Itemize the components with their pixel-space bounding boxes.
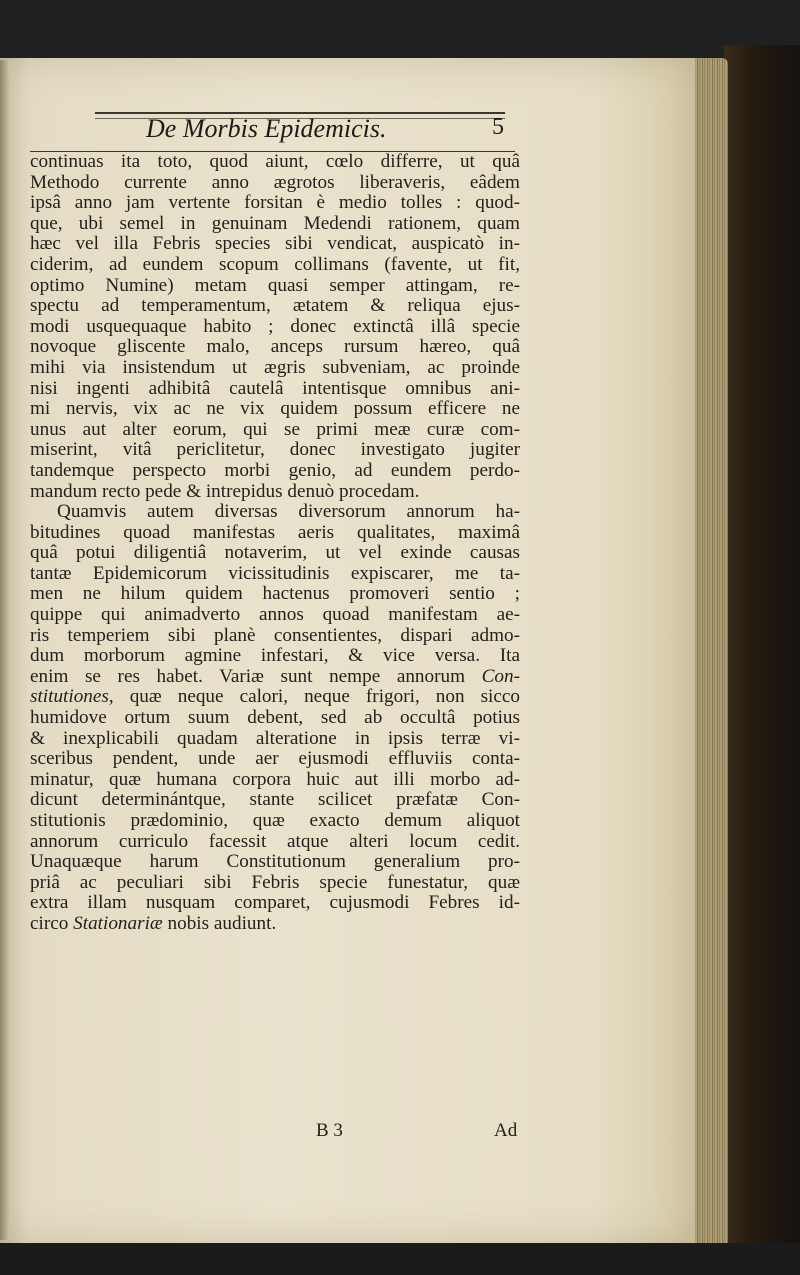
text-line: dicunt determinántque, stante scilicet præfatæ Con- xyxy=(30,790,520,811)
text-line: bitudines quoad manifestas aeris qualitates, maximâ xyxy=(30,522,520,543)
text-line: & inexplicabili quadam alteratione in ipsis terræ vi- xyxy=(30,728,520,749)
text-line: circo Stationariæ nobis audiunt. xyxy=(30,913,277,934)
text-line: miserint, vitâ periclitetur, donec investigato jugiter xyxy=(30,440,520,461)
text-line: minatur, quæ humana corpora huic aut illi morbo ad- xyxy=(30,769,520,790)
text-line: quâ potui diligentiâ notaverim, ut vel exinde causas xyxy=(30,543,520,564)
text-line: modi usquequaque habito ; donec extinctâ illâ specie xyxy=(30,316,520,337)
text-line: mandum recto pede & intrepidus denuò procedam. xyxy=(30,481,420,502)
text-line: annorum curriculo facessit atque alteri locum cedit. xyxy=(30,831,520,852)
text-line: hæc vel illa Febris species sibi vendicat, auspicatò in- xyxy=(30,234,520,255)
page-gutter-shadow xyxy=(0,60,10,1240)
text-line: dum morborum agmine infestari, & vice versa. Ita xyxy=(30,646,520,667)
text-line: tandemque perspecto morbi genio, ad eundem perdo- xyxy=(30,460,520,481)
text-line: tantæ Epidemicorum vicissitudinis expiscarer, me ta- xyxy=(30,563,520,584)
text-line: spectu ad temperamentum, ætatem & reliqua ejus- xyxy=(30,296,520,317)
text-line: continuas ita toto, quod aiunt, cœlo differre, ut quâ xyxy=(30,152,520,172)
book-binding xyxy=(724,45,800,1260)
text-line: stitutiones, quæ neque calori, neque frigori, non sicco xyxy=(30,687,520,708)
text-line: ris temperiem sibi planè consentientes, dispari admo- xyxy=(30,625,520,646)
text-line: Quamvis autem diversas diversorum annorum ha- xyxy=(57,502,520,523)
page-number: 5 xyxy=(492,114,504,140)
text-line: ciderim, ad eundem scopum collimans (favente, ut fit, xyxy=(30,254,520,275)
text-line: humidove ortum suum debent, sed ab occultâ potius xyxy=(30,708,520,729)
text-line: quippe qui animadverto annos quoad manifestam ae- xyxy=(30,605,520,626)
signature-mark: B 3 xyxy=(316,1120,343,1141)
text-line: enim se res habet. Variæ sunt nempe annorum Con- xyxy=(30,666,520,687)
text-line: mihi via insistendum ut ægris subveniam, ac proinde xyxy=(30,357,520,378)
text-line: nisi ingenti adhibitâ cautelâ intentisque omnibus ani- xyxy=(30,378,520,399)
running-head: De Morbis Epidemicis. xyxy=(146,114,387,143)
text-line: extra illam nusquam comparet, cujusmodi Febres id- xyxy=(30,893,520,914)
text-line: Methodo currente anno ægrotos liberaveris, eâdem xyxy=(30,172,520,193)
text-line: ipsâ anno jam vertente forsitan è medio tolles : quod- xyxy=(30,193,520,214)
body-text xyxy=(30,152,520,935)
text-line: mi nervis, vix ac ne vix quidem possum efficere ne xyxy=(30,399,520,420)
text-line: que, ubi semel in genuinam Medendi rationem, quam xyxy=(30,213,520,234)
text-line: men ne hilum quidem hactenus promoveri sentio ; xyxy=(30,584,520,605)
text-line: sceribus pendent, unde aer ejusmodi effluviis conta- xyxy=(30,749,520,770)
text-line: Unaquæque harum Constitutionum generalium pro- xyxy=(30,852,520,873)
background-bottom xyxy=(0,1243,800,1275)
text-line: novoque gliscente malo, anceps rursum hæreo, quâ xyxy=(30,337,520,358)
background-top xyxy=(0,0,800,58)
text-line: optimo Numine) metam quasi semper attingam, re- xyxy=(30,275,520,296)
text-line: priâ ac peculiari sibi Febris specie funestatur, quæ xyxy=(30,872,520,893)
text-line: stitutionis prædominio, quæ exacto demum aliquot xyxy=(30,811,520,831)
catchword: Ad xyxy=(494,1120,518,1141)
text-line: unus aut alter eorum, qui se primi meæ curæ com- xyxy=(30,419,520,440)
